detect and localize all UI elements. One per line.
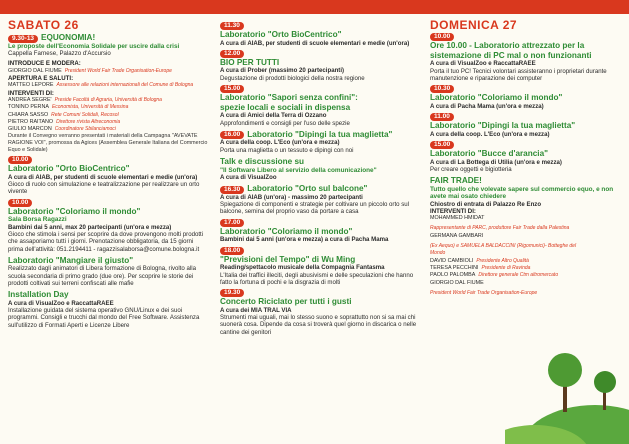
- event-organizer: A cura dei MIA TRAL VIA: [220, 306, 292, 314]
- event-title: Concerto Riciclato per tutti i gusti: [220, 297, 352, 307]
- event-description: Degustazione di prodotti biologici della nostra regione: [220, 74, 365, 82]
- speaker-row: [430, 265, 622, 272]
- speaker-row: [8, 112, 208, 119]
- event: [220, 22, 420, 47]
- speaker-name: MOHAMMED HMIDAT: [430, 215, 485, 222]
- event: [430, 113, 622, 138]
- event-description: Porta una maglietta o un tessuto e dipingi con noi: [220, 146, 354, 154]
- column-saturday-morning: [8, 18, 208, 332]
- event-description: Realizzato dagli animatori di Libera formazione di Bologna, rivolto alla scuola secondaria di primo grado (due ore). Per scoprire le storie dei prodotti coltivati sui terreni confiscati alle mafie: [8, 265, 196, 287]
- event-organizer: A cura di Prober (massimo 20 partecipanti): [220, 67, 345, 75]
- event-subtitle: Le proposte dell'Economia Solidale per uscire dalla crisi: [8, 42, 180, 50]
- event: [430, 33, 622, 82]
- speaker-role: Rappresentante di PARC, produttore Fair Trade dalla Palestina: [430, 225, 570, 232]
- time-badge: 11.30: [220, 22, 244, 30]
- event-organizer: A cura di VisualZoo e RaccattaRAEE: [430, 60, 536, 68]
- speakers-heading: INTERVENTI DI:: [8, 89, 54, 97]
- event-title: Talk e discussione su: [220, 157, 305, 167]
- speaker-row: [8, 97, 208, 104]
- speaker-role: Economista, Università di Messina: [51, 104, 129, 111]
- event-description: Porta il tuo PC! Tecnici volontari assisteranno i proprietari durante manutenzione e riparazione dei computer: [430, 67, 607, 83]
- event: [220, 130, 420, 154]
- speaker-name: DAVID CAMBIOLI: [430, 257, 474, 264]
- speaker-row: [430, 272, 580, 279]
- hills-trees-illustration: [505, 330, 629, 444]
- person-role: President World Fair Trade Organisation-Europe: [64, 67, 172, 74]
- event-organizer: A cura di AIAB, per studenti di scuole elementari e medie (un'ora): [8, 173, 198, 181]
- event-installation-day: [8, 290, 208, 329]
- top-red-band: [0, 0, 629, 14]
- event-description: Approfondimenti e consigli per l'uso delle spezie: [220, 119, 350, 127]
- event-organizer: A cura di Amici della Terra di Ozzano: [220, 112, 327, 120]
- event-organizer: Bambini dai 5 anni (un'ora e mezza) a cura di Pacha Mama: [220, 236, 389, 244]
- speaker-name: GERMANA GAMBARI: [430, 232, 484, 239]
- event-title: Laboratorio "Coloriamo il mondo": [430, 93, 563, 103]
- event: [220, 247, 420, 286]
- event-description: Spiegazione di componenti e strategie per coltivare un piccolo orto sul balcone, semina del proprio vaso da portare a casa: [220, 201, 410, 216]
- event: [220, 289, 420, 336]
- speaker-role: Presidente Altro Qualità: [476, 257, 529, 264]
- speaker-row: [430, 233, 580, 258]
- day-heading: SABATO 26: [8, 18, 79, 32]
- event-title: Laboratorio "Coloriamo il mondo": [220, 226, 353, 236]
- speaker-role: Preside Facoltà di Agraria, Università di Bologna: [54, 96, 162, 103]
- event-organizer: A cura di AIAB (un'ora) - massimo 20 partecipanti: [220, 193, 363, 201]
- column-saturday-afternoon: [220, 22, 420, 339]
- day-heading: DOMENICA 27: [430, 18, 518, 32]
- event-title: Installation Day: [8, 290, 69, 300]
- time-badge: 15.00: [220, 85, 244, 93]
- speakers-heading: INTERVENTI DI:: [430, 207, 476, 215]
- event-organizer: A cura della coop. L'Eco (un'ora e mezza): [430, 130, 550, 138]
- speaker-name: TERESA PECCHINI: [430, 264, 479, 271]
- tree-crown: [594, 371, 616, 393]
- event-orto-biocentrico: [8, 156, 208, 195]
- event-location: Sala Borsa Ragazzi: [8, 216, 67, 224]
- event: [220, 85, 420, 127]
- time-badge: 10.00: [8, 156, 32, 164]
- time-badge: 10.00: [8, 199, 32, 207]
- event-subtitle: spezie locali e sociali in dispensa: [220, 102, 351, 112]
- speaker-row: [430, 215, 580, 233]
- speaker-name: PIETRO RAITANO: [8, 118, 54, 125]
- event: [220, 50, 420, 82]
- event-subtitle: "Il Software Libero al servizio della comunicazione": [220, 166, 377, 174]
- event-subtitle: Tutto quello che volevate sapere sul commercio equo, e non avete mai osato chiedere: [430, 185, 614, 201]
- time-badge: 16.30: [220, 186, 244, 194]
- event-title: EQUONOMIA!: [41, 33, 96, 43]
- event-title: Laboratorio "Dipingi la tua maglietta": [247, 129, 393, 139]
- person-role: Assessore alle relazioni internazionali del Comune di Bologna: [56, 82, 194, 89]
- event-title: Ore 10.00 - Laboratorio attrezzato per la sistemazione di PC mal o non funzionanti: [430, 41, 592, 60]
- event-description: Gioco di ruolo con simulazione e teatralizzazione per realizzare un orto vivente: [8, 181, 200, 196]
- event-organizer: Bambini dai 5 anni, max 20 partecipanti (un'ora e mezza): [8, 223, 172, 231]
- tree-crown: [548, 353, 582, 387]
- event-place: Chiostro di entrata di Palazzo Re Enzo: [430, 200, 542, 208]
- event: [220, 219, 420, 244]
- time-badge: 12.00: [220, 50, 244, 58]
- event-title: Laboratorio "Mangiare il giusto": [8, 255, 134, 265]
- event-title: Laboratorio "Orto BioCentrico": [8, 164, 130, 174]
- time-badge: 19.30: [220, 289, 244, 297]
- time-badge: 10.00: [430, 33, 454, 41]
- event-organizer: A cura di VisualZoo: [220, 173, 277, 181]
- event-organizer: A cura di AIAB, per studenti di scuole elementari e medie (un'ora): [220, 39, 410, 47]
- speaker-name: ANDREA SEGRE': [8, 96, 52, 103]
- speaker-role: Presidente di Ravinda: [481, 264, 531, 271]
- event: [220, 184, 420, 215]
- event-talk: [220, 157, 420, 181]
- time-badge: 10.30: [430, 85, 454, 93]
- event-title: Laboratorio "Orto BioCentrico": [220, 30, 342, 39]
- event-description: Strumenti mai uguali, mai lo stesso suono e soprattutto non si sa mai chi suonerà cosa. Dipende da cosa si troverà quel giorno in discarica o nelle cantine dei genitori: [220, 313, 417, 336]
- event-description: Per creare oggetti e bigiotteria: [430, 166, 512, 174]
- time-badge: 11.00: [430, 113, 454, 121]
- event-description: Installazione guidata del sistema operativo GNU/Linux e dei suoi programmi. Consigli e trucchi dal mondo del Free Software. Assistenza sull'utilizzo di Formati Aperti e Licenze Libere: [8, 307, 200, 329]
- time-badge: 9.30-13: [8, 35, 38, 43]
- event-coloriamo: [8, 199, 208, 253]
- event-organizer: A cura di Pacha Mama (un'ora e mezza): [430, 102, 544, 110]
- speaker-row: [8, 126, 208, 133]
- event-title: Laboratorio "Sapori senza confini":: [220, 93, 358, 103]
- event-title: Laboratorio "Orto sul balcone": [247, 184, 368, 194]
- speaker-row: [430, 280, 580, 298]
- event-title: Laboratorio "Dipingi la tua maglietta": [430, 121, 576, 131]
- event-place: Cappella Farnese, Palazzo d'Accursio: [8, 50, 111, 58]
- event-title: BIO PER TUTTI: [220, 57, 280, 67]
- event-organizer: A cura della coop. L'Eco (un'ora e mezza): [220, 139, 340, 147]
- event-equonomia: [8, 33, 208, 57]
- intro-heading: INTRODUCE E MODERA:: [8, 60, 81, 68]
- event-organizer: Reading/spettacolo musicale della Compagnia Fantasma: [220, 264, 385, 272]
- speaker-name: GIULIO MARCON: [8, 126, 52, 133]
- event-mangiare: [8, 256, 208, 287]
- speaker-role: Coordinatore Sbilanciamoci: [54, 126, 116, 133]
- person-row: [8, 68, 208, 75]
- speaker-name: PAOLO PALOMBA: [430, 272, 476, 279]
- speaker-role: Direttore generale Ctm altromercato: [478, 272, 559, 279]
- closing-note: Durante il Convegno verranno presentati i materiali della Campagna "AVEVATE RAGIONE VOI", promossa da Agices (Assemblea Generale Italiana del Commercio Equo e Solidale): [8, 133, 208, 153]
- speaker-role: Direttore rivista Altreconomia: [56, 118, 121, 125]
- speaker-row: [8, 104, 208, 111]
- speaker-role: Rete Comuni Solidali, Recosol: [51, 111, 119, 118]
- event-organizer: A cura di La Bottega di Utilia (un'ora e mezza): [430, 158, 562, 166]
- time-badge: 16.00: [220, 131, 244, 139]
- event: [430, 85, 622, 110]
- time-badge: 17.00: [220, 219, 244, 227]
- person-name: GIORGIO DAL FIUME: [8, 67, 62, 74]
- speaker-row: [430, 258, 622, 265]
- opening-heading: APERTURA E SALUTI:: [8, 75, 74, 83]
- event-description: L'Italia dei traffici illeciti, degli abusivismi e delle speculazioni che hanno fatto la fortuna di pochi e la disgrazia di molti: [220, 271, 414, 286]
- column-sunday: [430, 18, 622, 300]
- event-organizer: A cura di VisualZoo e RaccattaRAEE: [8, 299, 114, 307]
- event-title: Laboratorio "Coloriamo il mondo": [8, 206, 141, 216]
- speaker-name: CHIARA SASSO: [8, 111, 49, 118]
- person-name: MATTEO LEPORE: [8, 82, 54, 89]
- time-badge: 18.00: [220, 247, 244, 255]
- speaker-name: TONINO PERNA: [8, 104, 49, 111]
- event: [430, 141, 622, 173]
- person-row: [8, 82, 208, 89]
- event-title: Laboratorio "Bucce d'arancia": [430, 149, 548, 159]
- speaker-role: President World Fair Trade Organisation-Europe: [430, 289, 538, 296]
- event-title: "Previsioni del Tempo" di Wu Ming: [220, 254, 356, 264]
- speaker-name: GIORGIO DAL FIUME: [430, 279, 484, 286]
- speaker-role: (Ex Aequo) e SAMUELA BALDACCINI (Rigomunici)- Botteghe del Mondo: [430, 243, 577, 257]
- event-fair-trade: [430, 176, 622, 297]
- event-description: Gioco che stimola i sensi per scoprire da dove provengono molti prodotti che assaporiamo tutti i giorni. Prenotazione obbligatoria, da 15 giorni prima dell'attività: 051.2194411 - ragazzisalaborsa@comune.bologna.it: [8, 230, 204, 253]
- time-badge: 15.00: [430, 141, 454, 149]
- speaker-row: [8, 119, 208, 126]
- event-title: FAIR TRADE!: [430, 176, 482, 186]
